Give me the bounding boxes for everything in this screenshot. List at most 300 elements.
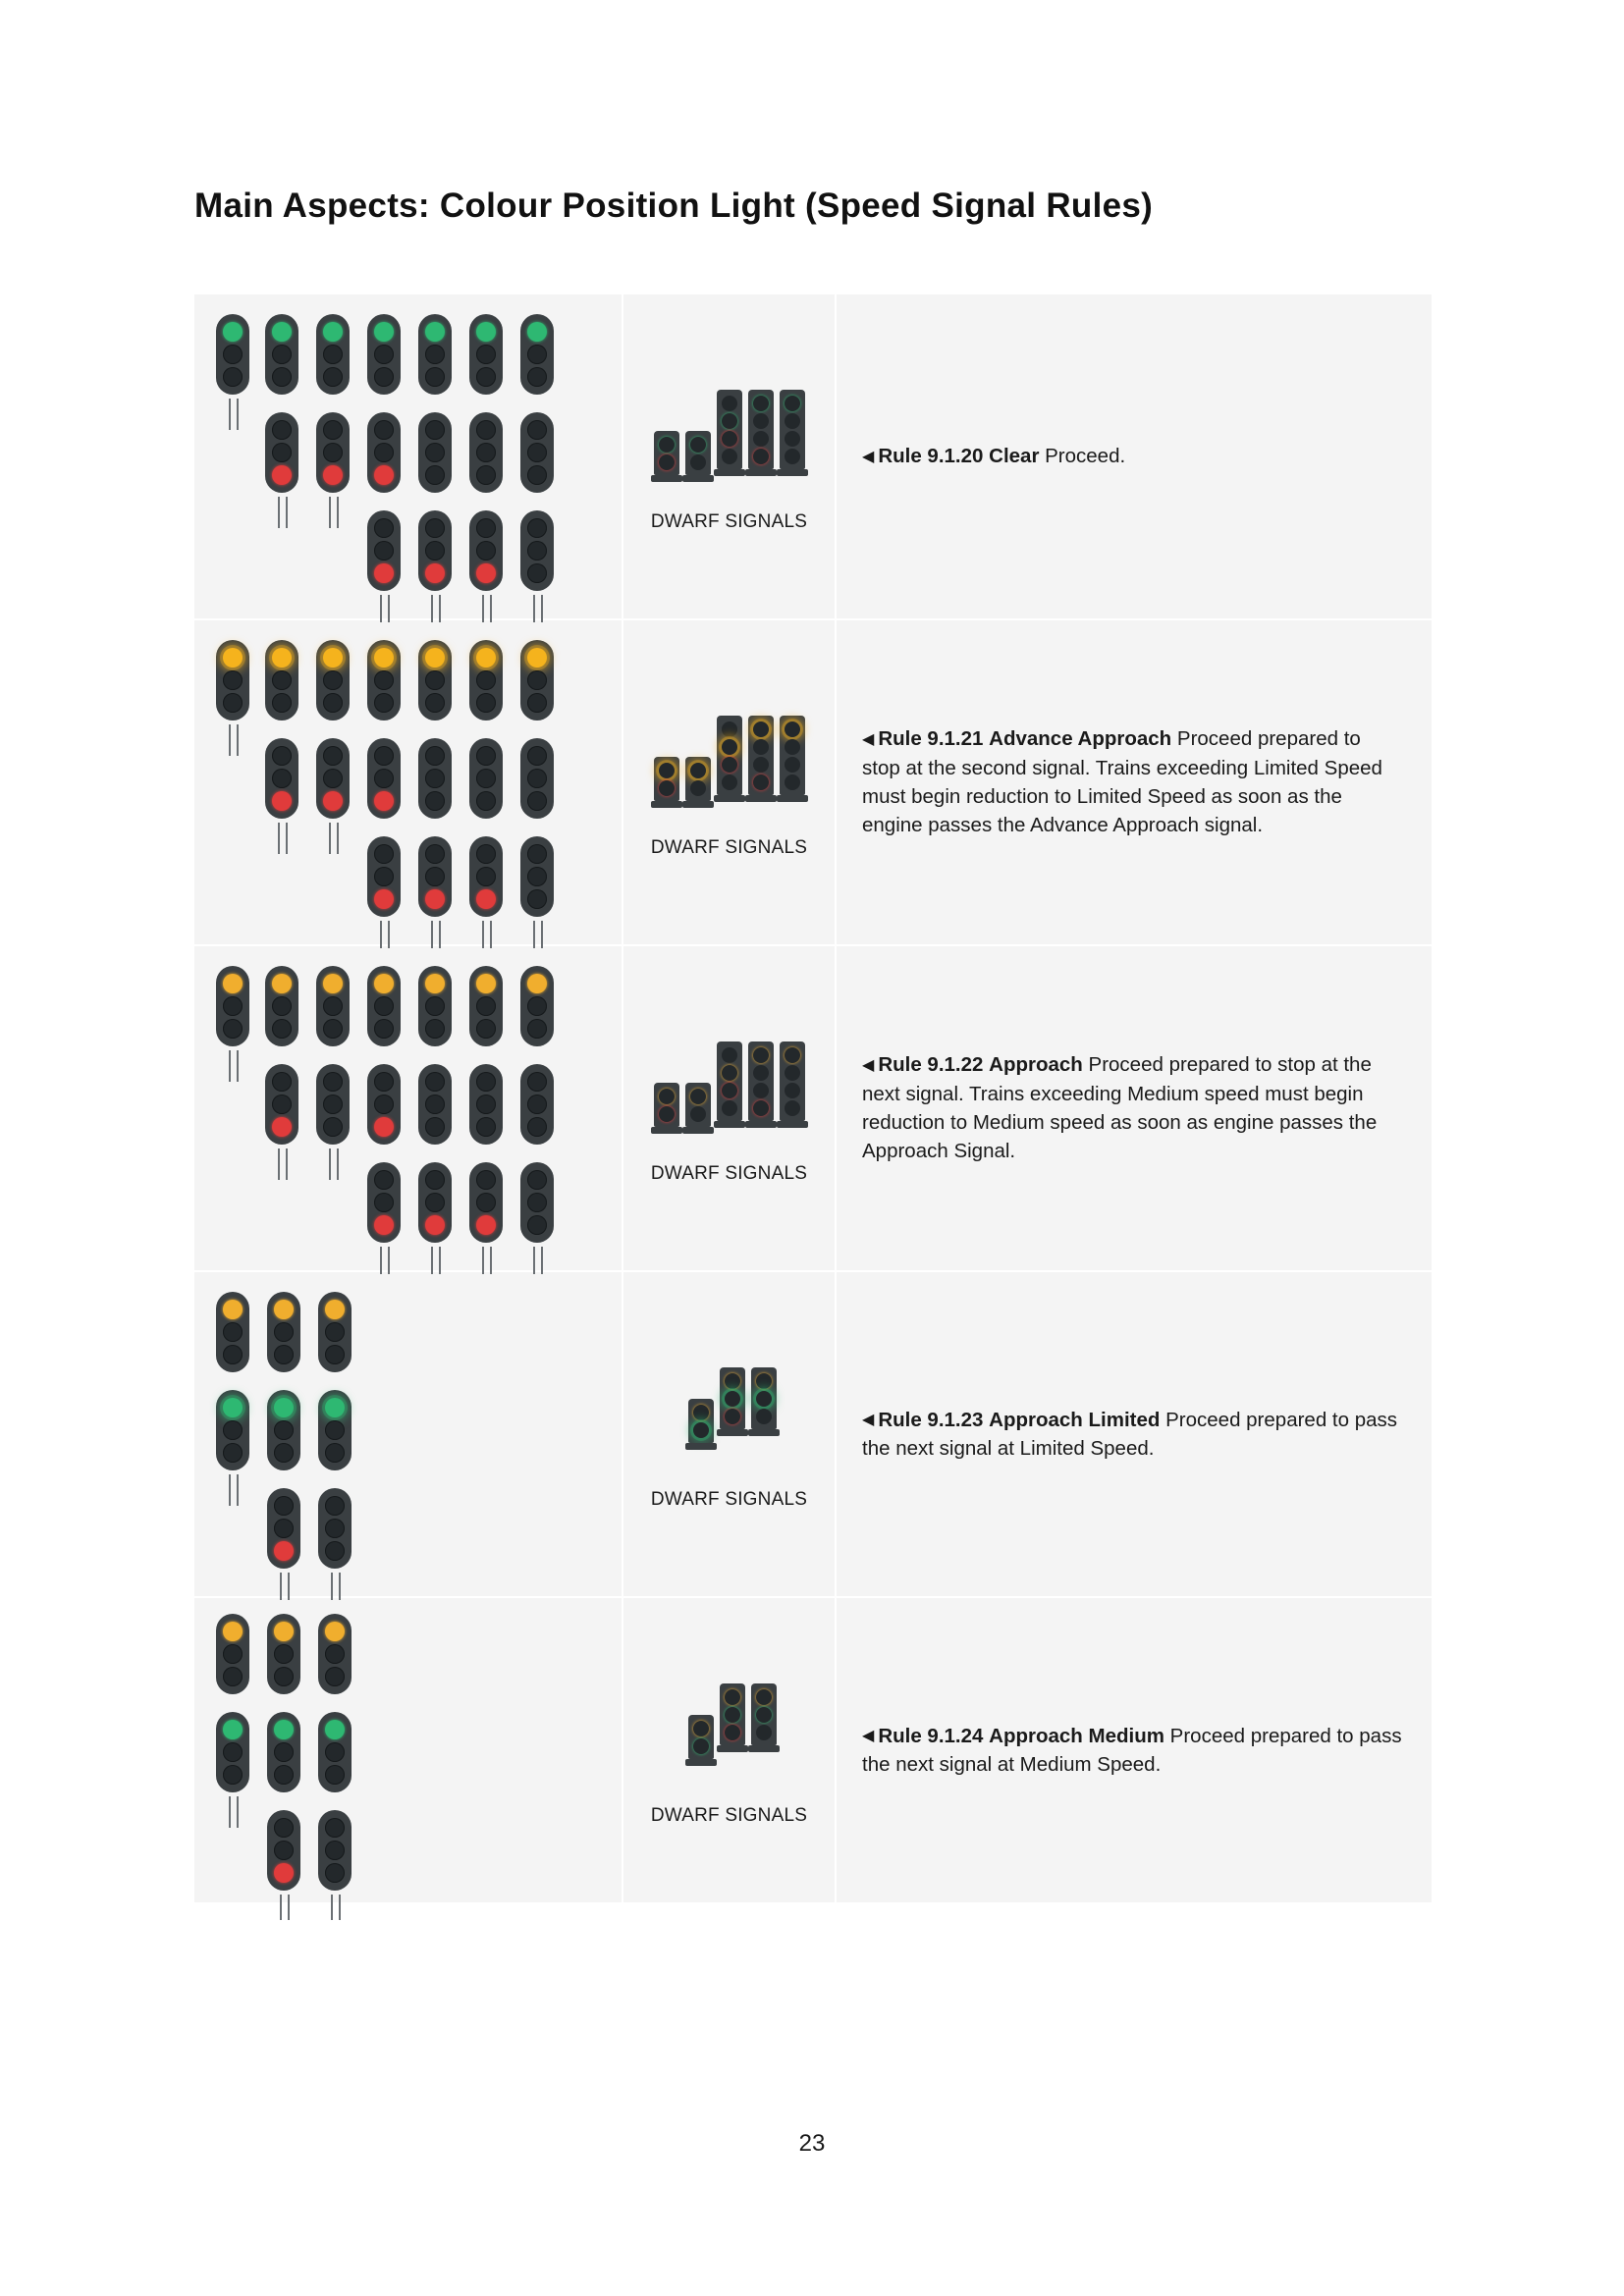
signal-head xyxy=(469,836,503,917)
signal-head xyxy=(367,1162,401,1243)
signal-head xyxy=(469,966,503,1046)
lamp-off xyxy=(527,541,547,561)
signal-head xyxy=(265,314,298,395)
lamp-off xyxy=(753,1083,769,1098)
lamp-yellow xyxy=(527,974,547,993)
signal-head xyxy=(316,966,350,1046)
lamp-green xyxy=(476,322,496,342)
dwarf-signal xyxy=(717,716,742,795)
signal-head xyxy=(469,1162,503,1243)
lamp-off xyxy=(223,1742,243,1762)
dwarf-signal xyxy=(717,1041,742,1121)
lamp-off xyxy=(274,1519,294,1538)
signal-head xyxy=(469,640,503,721)
lamp-off xyxy=(690,780,706,796)
left-arrow-icon: ◀ xyxy=(862,1412,875,1429)
signal-head xyxy=(265,640,298,721)
signal-head xyxy=(267,1712,300,1792)
signal-head xyxy=(418,314,452,395)
lamp-off xyxy=(223,1322,243,1342)
rule-number: Rule 9.1.24 xyxy=(878,1724,984,1747)
lamp-off xyxy=(527,1215,547,1235)
lamp-yellow xyxy=(374,974,394,993)
lamp-off xyxy=(323,1019,343,1039)
signal-head xyxy=(316,738,350,819)
lamp-green xyxy=(725,1707,740,1723)
lamp-off xyxy=(374,367,394,387)
lamp-green xyxy=(323,322,343,342)
lamp-off xyxy=(527,844,547,864)
lamp-off xyxy=(325,1420,345,1440)
lamp-green xyxy=(374,322,394,342)
lamp-off xyxy=(476,420,496,440)
rule-description xyxy=(862,1050,1402,1165)
lamp-flashing-yellow xyxy=(425,648,445,667)
lamp-off xyxy=(223,1345,243,1364)
lamp-yellow xyxy=(274,1622,294,1641)
lamp-off xyxy=(476,465,496,485)
lamp-green xyxy=(425,322,445,342)
signal-head xyxy=(418,510,452,591)
signal-head xyxy=(469,412,503,493)
rule-number: Rule 9.1.23 xyxy=(878,1408,984,1431)
lamp-off xyxy=(722,721,737,737)
rule-name: Advance Approach xyxy=(989,727,1172,751)
lamp-off xyxy=(527,693,547,713)
signal-head xyxy=(367,510,401,591)
dwarf-signal xyxy=(720,1367,745,1429)
lamp-yellow xyxy=(476,974,496,993)
signal-head xyxy=(469,1064,503,1145)
left-arrow-icon: ◀ xyxy=(862,730,875,748)
lamp-off xyxy=(274,1667,294,1686)
signal-head xyxy=(520,640,554,721)
lamp-flashing-yellow xyxy=(374,648,394,667)
lamp-off xyxy=(425,670,445,690)
rule-name: Approach Medium xyxy=(989,1724,1164,1747)
lamp-off xyxy=(425,367,445,387)
signal-head xyxy=(367,314,401,395)
dwarf-signal xyxy=(748,1041,774,1121)
lamp-red xyxy=(374,1215,394,1235)
lamp-off xyxy=(722,774,737,790)
lamp-off xyxy=(476,1193,496,1212)
lamp-red xyxy=(374,465,394,485)
lamp-green xyxy=(527,322,547,342)
lamp-off xyxy=(476,844,496,864)
lamp-off xyxy=(272,1095,292,1114)
lamp-off xyxy=(223,1765,243,1785)
page-title: Main Aspects: Colour Position Light (Speed Signal Rules) xyxy=(194,187,1154,225)
signal-head xyxy=(418,412,452,493)
lamp-off xyxy=(425,693,445,713)
lamp-off xyxy=(374,867,394,886)
lamp-off xyxy=(274,1345,294,1364)
lamp-yellow xyxy=(722,1065,737,1081)
lamp-off xyxy=(274,1841,294,1860)
lamp-off xyxy=(223,1667,243,1686)
lamp-off xyxy=(274,1742,294,1762)
lamp-yellow xyxy=(785,1047,800,1063)
lamp-off xyxy=(374,844,394,864)
lamp-off xyxy=(785,739,800,755)
mast-signals-cell xyxy=(194,294,623,618)
rule-body: Proceed prepared to pass the next signal at Limited Speed. xyxy=(862,1408,1398,1460)
lamp-off xyxy=(272,1072,292,1092)
signal-head xyxy=(216,1712,249,1792)
lamp-off xyxy=(374,1095,394,1114)
signal-head xyxy=(316,640,350,721)
lamp-green xyxy=(223,322,243,342)
dwarf-signal xyxy=(751,1367,777,1429)
dwarf-signal xyxy=(751,1683,777,1745)
lamp-yellow xyxy=(223,1622,243,1641)
lamp-flashing-yellow xyxy=(690,763,706,778)
lamp-off xyxy=(374,996,394,1016)
lamp-off xyxy=(325,1345,345,1364)
lamp-yellow xyxy=(223,1300,243,1319)
lamp-off xyxy=(425,420,445,440)
lamp-off xyxy=(325,1322,345,1342)
rule-name: Approach Limited xyxy=(989,1408,1161,1431)
signal-head xyxy=(520,966,554,1046)
signal-head xyxy=(418,640,452,721)
lamp-yellow xyxy=(725,1373,740,1389)
signal-head xyxy=(265,1064,298,1145)
dwarf-signal xyxy=(780,1041,805,1121)
signal-head xyxy=(469,738,503,819)
signal-aspects-table xyxy=(194,294,1432,1902)
table-row xyxy=(194,1272,1432,1598)
signal-head xyxy=(520,510,554,591)
lamp-off xyxy=(753,413,769,429)
dwarf-signal xyxy=(688,1399,714,1443)
lamp-red xyxy=(425,889,445,909)
lamp-off xyxy=(785,1065,800,1081)
signal-head xyxy=(367,836,401,917)
signal-head xyxy=(265,412,298,493)
left-arrow-icon: ◀ xyxy=(862,448,875,465)
lamp-red xyxy=(425,1215,445,1235)
lamp-yellow xyxy=(274,1300,294,1319)
lamp-off xyxy=(272,693,292,713)
table-row xyxy=(194,1598,1432,1902)
dwarf-signals-label: DWARF SIGNALS xyxy=(650,511,808,532)
lamp-green xyxy=(274,1720,294,1739)
lamp-off xyxy=(527,465,547,485)
lamp-off xyxy=(722,449,737,464)
dwarf-signals-cell xyxy=(623,946,837,1270)
signal-head xyxy=(418,836,452,917)
lamp-off xyxy=(722,1100,737,1116)
lamp-off xyxy=(527,1072,547,1092)
lamp-off xyxy=(325,1765,345,1785)
lamp-off xyxy=(753,1065,769,1081)
mast-signals-cell xyxy=(194,1272,623,1596)
dwarf-signal xyxy=(748,716,774,795)
table-row xyxy=(194,294,1432,620)
signal-head xyxy=(216,1292,249,1372)
lamp-off xyxy=(325,1863,345,1883)
rule-name: Approach xyxy=(989,1053,1083,1077)
rule-name: Clear xyxy=(989,445,1040,468)
lamp-yellow xyxy=(325,1622,345,1641)
lamp-off xyxy=(753,757,769,773)
lamp-red xyxy=(272,1117,292,1137)
dwarf-signals-label: DWARF SIGNALS xyxy=(650,1163,808,1184)
signal-head xyxy=(520,1064,554,1145)
signal-head xyxy=(216,966,249,1046)
lamp-off xyxy=(476,746,496,766)
lamp-off xyxy=(476,867,496,886)
lamp-off xyxy=(476,1170,496,1190)
lamp-off xyxy=(527,367,547,387)
page-number: 23 xyxy=(798,2130,826,2157)
lamp-off xyxy=(476,996,496,1016)
lamp-off xyxy=(325,1496,345,1516)
lamp-off xyxy=(325,1841,345,1860)
lamp-off xyxy=(323,1117,343,1137)
lamp-off xyxy=(323,746,343,766)
lamp-off xyxy=(272,443,292,462)
signal-head xyxy=(316,1064,350,1145)
signal-head xyxy=(216,640,249,721)
dwarf-signal xyxy=(780,390,805,469)
lamp-red xyxy=(722,757,737,773)
lamp-off xyxy=(425,1072,445,1092)
signal-head xyxy=(367,412,401,493)
lamp-off xyxy=(425,345,445,364)
lamp-red xyxy=(753,774,769,790)
lamp-yellow xyxy=(725,1689,740,1705)
rule-cell xyxy=(837,294,1432,618)
lamp-off xyxy=(274,1420,294,1440)
lamp-red xyxy=(753,1100,769,1116)
lamp-off xyxy=(785,1083,800,1098)
lamp-off xyxy=(274,1644,294,1664)
rule-number: Rule 9.1.20 xyxy=(878,445,984,468)
lamp-off xyxy=(527,563,547,583)
lamp-off xyxy=(274,1322,294,1342)
lamp-off xyxy=(323,367,343,387)
lamp-off xyxy=(785,413,800,429)
dwarf-signal xyxy=(688,1715,714,1759)
lamp-flashing-green xyxy=(274,1398,294,1417)
lamp-off xyxy=(272,996,292,1016)
lamp-off xyxy=(476,367,496,387)
lamp-flashing-yellow xyxy=(272,648,292,667)
dwarf-signals-cell xyxy=(623,1598,837,1902)
lamp-flashing-green xyxy=(223,1398,243,1417)
lamp-off xyxy=(325,1742,345,1762)
lamp-red xyxy=(323,465,343,485)
lamp-off xyxy=(323,443,343,462)
lamp-red xyxy=(274,1863,294,1883)
signal-head xyxy=(520,1162,554,1243)
lamp-off xyxy=(323,693,343,713)
lamp-off xyxy=(374,769,394,788)
lamp-off xyxy=(527,345,547,364)
lamp-red xyxy=(725,1409,740,1424)
lamp-yellow xyxy=(756,1373,772,1389)
table-row xyxy=(194,620,1432,946)
lamp-off xyxy=(527,889,547,909)
lamp-off xyxy=(785,449,800,464)
lamp-off xyxy=(325,1519,345,1538)
left-arrow-icon: ◀ xyxy=(862,1056,875,1074)
lamp-off xyxy=(476,693,496,713)
lamp-off xyxy=(785,757,800,773)
signal-head xyxy=(318,1614,352,1694)
rule-description xyxy=(862,1406,1402,1464)
lamp-yellow xyxy=(425,974,445,993)
mast-signals-cell xyxy=(194,1598,623,1902)
lamp-green xyxy=(753,396,769,411)
signal-head xyxy=(318,1810,352,1891)
lamp-off xyxy=(425,996,445,1016)
lamp-yellow xyxy=(325,1300,345,1319)
rule-body: Proceed prepared to stop at the second signal. Trains exceeding Limited Speed must begin reduction to Limited Speed as soon as the engine passes the Advance Approach signal. xyxy=(862,727,1382,837)
lamp-off xyxy=(476,1072,496,1092)
lamp-flashing-green xyxy=(725,1391,740,1407)
lamp-green xyxy=(272,322,292,342)
signal-head xyxy=(418,1064,452,1145)
left-arrow-icon: ◀ xyxy=(862,1728,875,1745)
lamp-off xyxy=(223,996,243,1016)
rule-number: Rule 9.1.22 xyxy=(878,1053,984,1077)
signal-head xyxy=(469,314,503,395)
dwarf-signals-cell xyxy=(623,294,837,618)
mast-signals-cell xyxy=(194,946,623,1270)
lamp-off xyxy=(476,1117,496,1137)
lamp-green xyxy=(722,413,737,429)
lamp-flashing-yellow xyxy=(659,763,675,778)
lamp-off xyxy=(274,1818,294,1838)
lamp-off xyxy=(476,541,496,561)
lamp-off xyxy=(690,454,706,470)
lamp-off xyxy=(425,443,445,462)
lamp-off xyxy=(425,518,445,538)
lamp-off xyxy=(527,1193,547,1212)
lamp-off xyxy=(527,1170,547,1190)
lamp-red xyxy=(272,791,292,811)
rule-cell xyxy=(837,1272,1432,1596)
lamp-red xyxy=(323,791,343,811)
lamp-off xyxy=(374,420,394,440)
lamp-off xyxy=(325,1644,345,1664)
lamp-off xyxy=(476,769,496,788)
lamp-flashing-green xyxy=(325,1398,345,1417)
signal-head xyxy=(418,966,452,1046)
lamp-off xyxy=(274,1496,294,1516)
signal-head xyxy=(216,314,249,395)
dwarf-signal xyxy=(685,757,711,801)
signal-head xyxy=(216,1390,249,1470)
lamp-off xyxy=(374,693,394,713)
lamp-off xyxy=(756,1725,772,1740)
lamp-red xyxy=(722,431,737,447)
lamp-off xyxy=(374,1072,394,1092)
table-row xyxy=(194,946,1432,1272)
lamp-off xyxy=(274,1443,294,1463)
lamp-flashing-green xyxy=(693,1422,709,1438)
lamp-red xyxy=(374,889,394,909)
signal-head xyxy=(367,738,401,819)
signal-head xyxy=(520,412,554,493)
lamp-off xyxy=(425,465,445,485)
dwarf-signal xyxy=(654,431,679,475)
lamp-off xyxy=(325,1541,345,1561)
signal-head xyxy=(367,966,401,1046)
lamp-off xyxy=(527,443,547,462)
lamp-flashing-yellow xyxy=(323,648,343,667)
lamp-off xyxy=(323,1095,343,1114)
lamp-off xyxy=(374,1170,394,1190)
signal-head xyxy=(418,738,452,819)
lamp-yellow xyxy=(659,1089,675,1104)
rule-description xyxy=(862,724,1402,839)
signal-head xyxy=(520,738,554,819)
lamp-red xyxy=(374,791,394,811)
lamp-green xyxy=(223,1720,243,1739)
lamp-red xyxy=(722,1083,737,1098)
lamp-off xyxy=(323,1072,343,1092)
lamp-flashing-yellow xyxy=(722,739,737,755)
lamp-flashing-yellow xyxy=(785,721,800,737)
lamp-off xyxy=(527,1019,547,1039)
lamp-off xyxy=(323,670,343,690)
lamp-off xyxy=(223,670,243,690)
lamp-off xyxy=(425,844,445,864)
lamp-off xyxy=(223,1420,243,1440)
lamp-off xyxy=(527,996,547,1016)
lamp-off xyxy=(323,345,343,364)
lamp-off xyxy=(722,396,737,411)
lamp-red xyxy=(725,1725,740,1740)
lamp-off xyxy=(476,443,496,462)
lamp-off xyxy=(527,1117,547,1137)
lamp-red xyxy=(374,563,394,583)
lamp-off xyxy=(272,769,292,788)
lamp-yellow xyxy=(223,974,243,993)
dwarf-signals-cell xyxy=(623,1272,837,1596)
signal-head xyxy=(318,1712,352,1792)
lamp-off xyxy=(785,1100,800,1116)
signal-head xyxy=(267,1390,300,1470)
lamp-off xyxy=(753,431,769,447)
lamp-red xyxy=(374,1117,394,1137)
rule-cell xyxy=(837,1598,1432,1902)
lamp-off xyxy=(374,1193,394,1212)
lamp-green xyxy=(693,1738,709,1754)
dwarf-signals-label: DWARF SIGNALS xyxy=(650,1489,808,1510)
dwarf-signal xyxy=(654,1083,679,1127)
signal-head xyxy=(316,314,350,395)
lamp-red xyxy=(659,1106,675,1122)
lamp-green xyxy=(659,437,675,453)
lamp-off xyxy=(323,996,343,1016)
dwarf-signal xyxy=(717,390,742,469)
signal-head xyxy=(265,966,298,1046)
lamp-red xyxy=(274,1541,294,1561)
lamp-off xyxy=(325,1818,345,1838)
lamp-off xyxy=(527,670,547,690)
lamp-red xyxy=(753,449,769,464)
lamp-off xyxy=(374,746,394,766)
lamp-off xyxy=(325,1667,345,1686)
signal-head xyxy=(267,1488,300,1569)
lamp-off xyxy=(272,345,292,364)
